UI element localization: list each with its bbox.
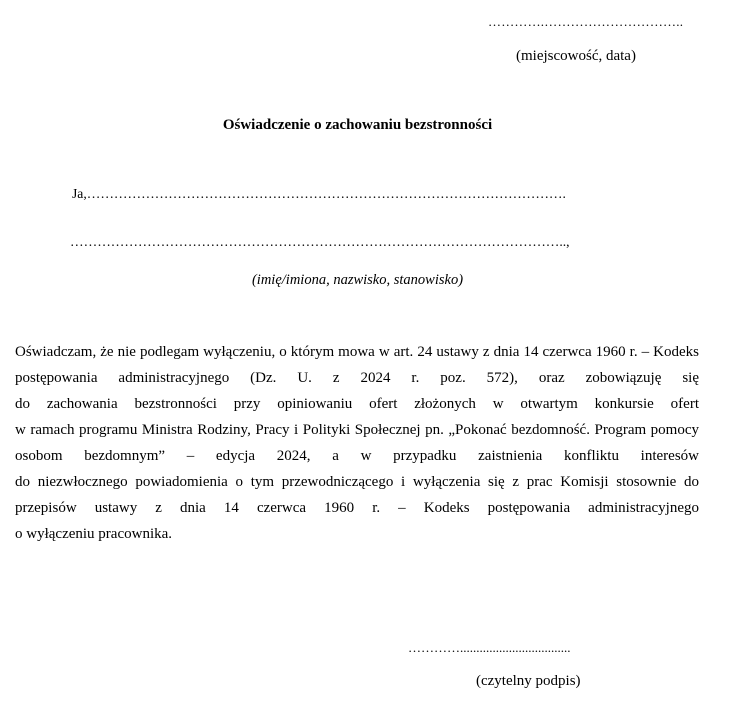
place-date-dots: ………….…………………………..	[488, 14, 684, 29]
signature-label: (czytelny podpis)	[476, 673, 581, 689]
declaration-line: do zachowania bezstronności przy opiniowaniu ofert złożonych w otwartym konkursie ofert	[15, 396, 699, 412]
declaration-line: postępowania administracyjnego (Dz. U. z 2024 r. poz. 572), oraz zobowiązuję się	[15, 370, 699, 386]
declaration-line: osobom bezdomnym” – edycja 2024, a w przypadku zaistnienia konfliktu interesów	[15, 448, 699, 464]
declaration-body	[15, 339, 699, 547]
declarant-line-1: Ja,…………………………………………………………………………………………….	[72, 186, 566, 201]
declaration-line: przepisów ustawy z dnia 14 czerwca 1960 r. – Kodeks postępowania administracyjnego	[15, 500, 699, 516]
document-title: Oświadczenie o zachowaniu bezstronności	[222, 117, 493, 133]
place-date-label: (miejscowość, data)	[516, 48, 636, 64]
declaration-line: o wyłączeniu pracownika.	[15, 526, 173, 542]
signature-dots: …………..................................	[408, 640, 571, 655]
declaration-line: do niezwłocznego powiadomienia o tym przewodniczącego i wyłączenia się z prac Komisji stosownie do	[15, 474, 699, 490]
declaration-line: Oświadczam, że nie podlegam wyłączeniu, o którym mowa w art. 24 ustawy z dnia 14 czerwca 1960 r. – Kodeks	[15, 344, 699, 360]
declarant-name-label: (imię/imiona, nazwisko, stanowisko)	[251, 272, 464, 288]
declaration-line: w ramach programu Ministra Rodziny, Pracy i Polityki Społecznej pn. „Pokonać bezdomność. Program pomocy	[15, 422, 699, 438]
declarant-line-2: ………………………………………………………………………………………………..,	[70, 234, 570, 249]
